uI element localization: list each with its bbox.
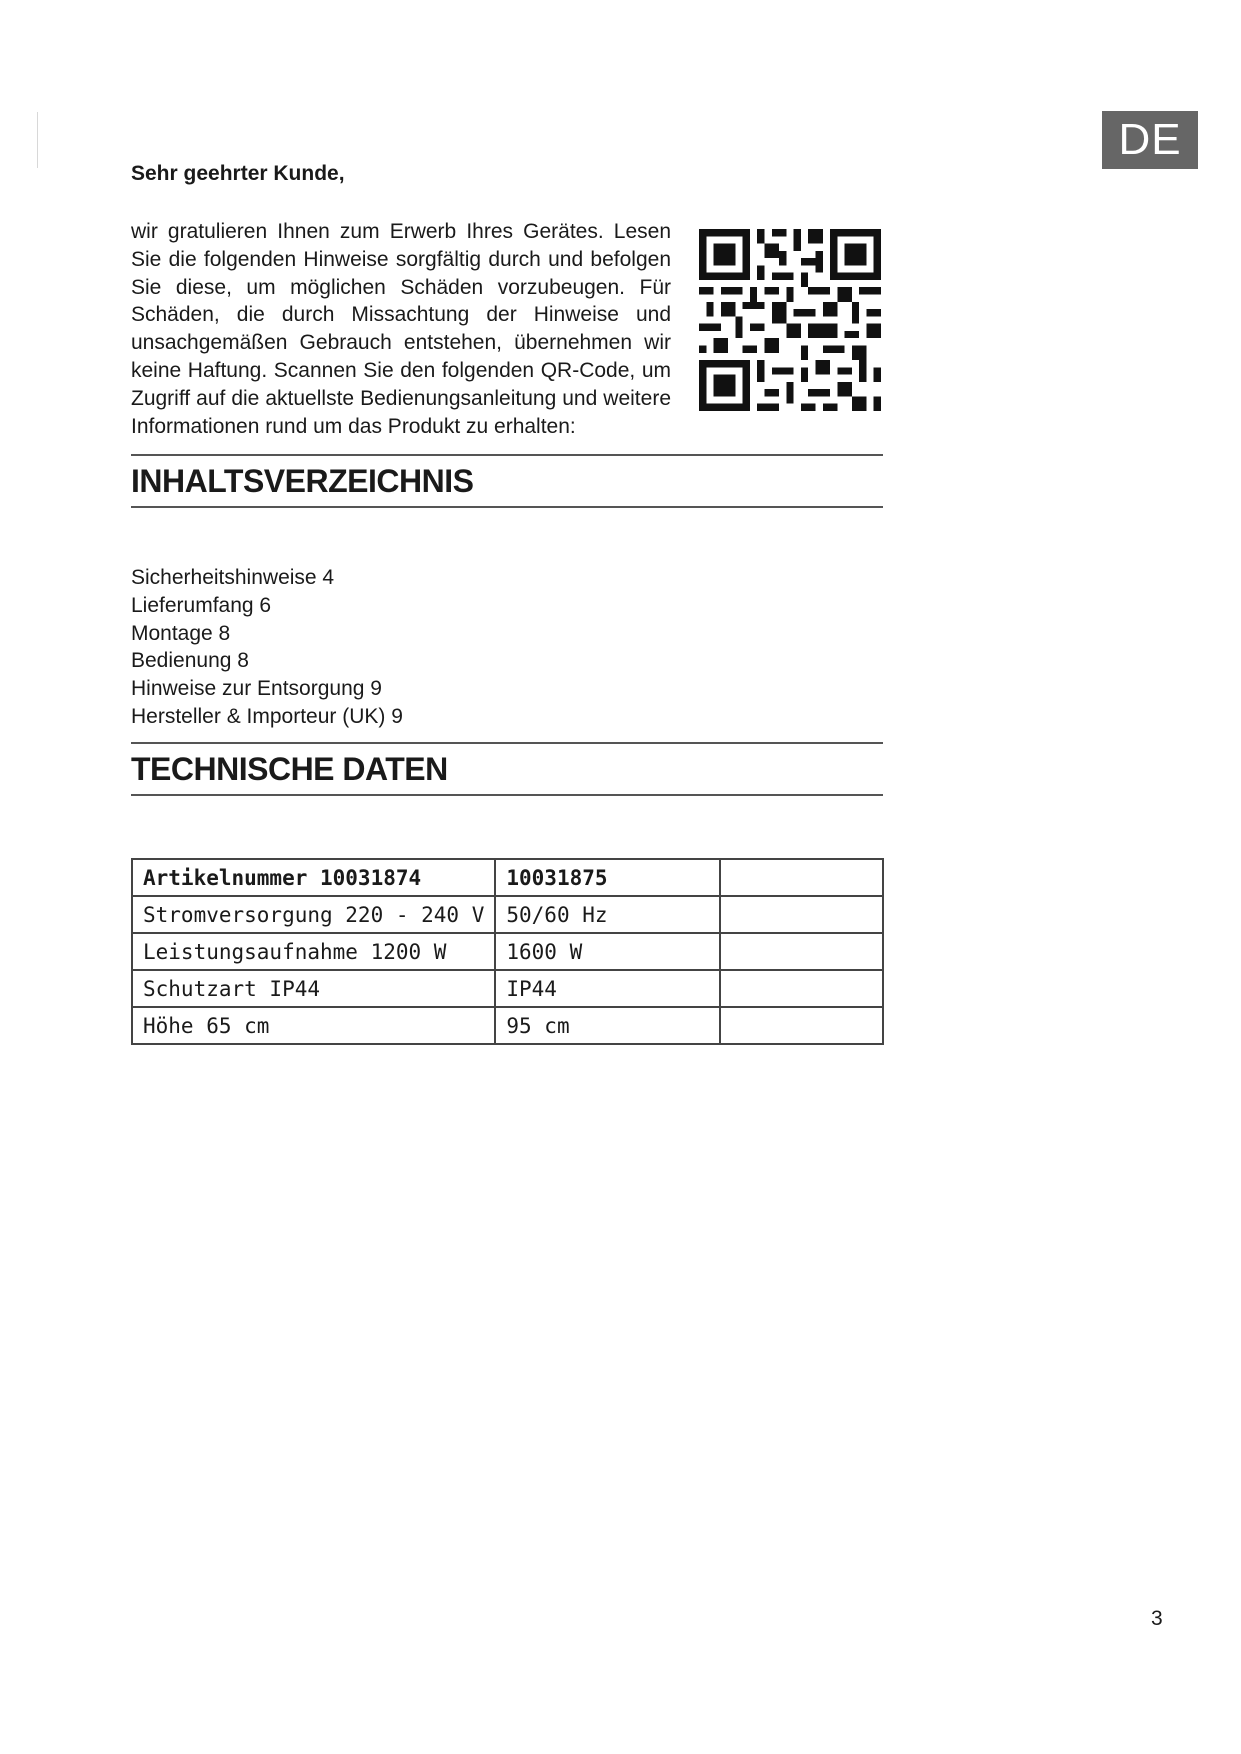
specs-heading: TECHNISCHE DATEN (131, 751, 448, 787)
qr-code-icon (699, 229, 881, 411)
toc-item: Montage 8 (131, 621, 231, 645)
table-cell: Leistungsaufnahme 1200 W (132, 933, 495, 970)
table-cell: 10031875 (495, 859, 720, 896)
toc-heading-block (131, 454, 883, 508)
page-number: 3 (1151, 1607, 1163, 1630)
toc-list (131, 564, 403, 731)
table-row (132, 896, 883, 933)
table-row (132, 859, 883, 896)
greeting: Sehr geehrter Kunde, (131, 162, 345, 185)
table-cell: 95 cm (495, 1007, 720, 1044)
toc-heading: INHALTSVERZEICHNIS (131, 463, 474, 499)
toc-item: Sicherheitshinweise 4 (131, 566, 335, 589)
table-cell: 50/60 Hz (495, 896, 720, 933)
intro-paragraph: wir gratulieren Ihnen zum Erwerb Ihres Gerätes. Lesen Sie die folgenden Hinweise sorgfältig durch und befolgen Sie diese, um möglichen Schäden vorzubeugen. Für Schäden, die durch Missachtung der Hinweise und unsachgemäßen Gebrauch entstehen, übernehmen wir keine Haftung. Scannen Sie den folgenden QR-Code, um Zugriff auf die aktuellste Bedienungsanleitung und weitere Informationen rund um das Produkt zu erhalten: (131, 220, 671, 438)
language-badge: DE (1102, 111, 1198, 169)
table-cell: IP44 (495, 970, 720, 1007)
margin-rule (37, 112, 38, 168)
table-row (132, 1007, 883, 1044)
toc-item: Lieferumfang 6 (131, 593, 272, 617)
table-row (132, 970, 883, 1007)
table-cell: Höhe 65 cm (132, 1007, 495, 1044)
table-cell: 1600 W (495, 933, 720, 970)
table-cell (720, 859, 883, 896)
table-cell (720, 1007, 883, 1044)
table-cell: Stromversorgung 220 - 240 V (132, 896, 495, 933)
toc-item: Hinweise zur Entsorgung 9 (131, 677, 382, 701)
specs-table (131, 858, 884, 1045)
specs-heading-block (131, 742, 883, 796)
table-cell (720, 896, 883, 933)
table-row (132, 933, 883, 970)
table-cell (720, 933, 883, 970)
table-cell (720, 970, 883, 1007)
toc-item: Hersteller & Importeur (UK) 9 (131, 704, 403, 728)
toc-item: Bedienung 8 (131, 649, 249, 673)
table-cell: Schutzart IP44 (132, 970, 495, 1007)
table-cell: Artikelnummer 10031874 (132, 859, 495, 896)
